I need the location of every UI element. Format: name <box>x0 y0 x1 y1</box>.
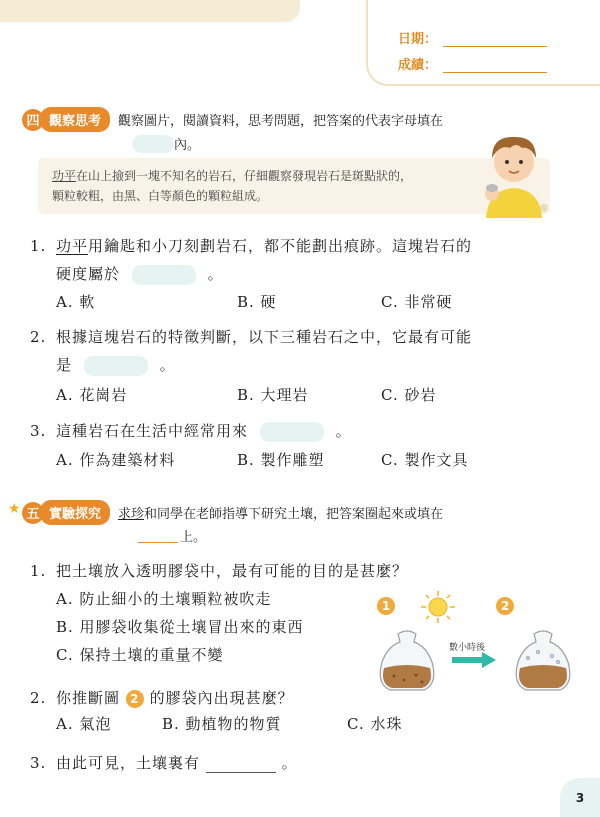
sample-answer-box <box>132 135 174 153</box>
section4-number: 四 <box>22 109 44 131</box>
s4-q1-line1 <box>30 236 472 256</box>
section4-instruction-end: 內。 <box>174 138 201 153</box>
section4-instruction-line2 <box>132 134 200 153</box>
section5-tag: 實驗探究 <box>40 500 110 525</box>
date-line[interactable] <box>443 35 547 47</box>
score-row <box>398 54 547 73</box>
s4-q3-option-b: B. 製作雕塑 <box>237 451 325 469</box>
s5-q1-option-c[interactable]: C. 保持土壤的重量不變 <box>56 646 224 664</box>
s5-q2-line <box>30 688 294 708</box>
sample-answer-line <box>138 529 178 543</box>
info-name: 功平 <box>52 169 77 183</box>
s5-q1-option-b[interactable]: B. 用膠袋收集從土壤冒出來的東西 <box>56 618 304 636</box>
s4-q1-line2 <box>56 264 224 285</box>
s4-q2-answer-box[interactable] <box>84 356 148 376</box>
date-row <box>398 28 547 47</box>
page-number: 3 <box>560 778 600 817</box>
s4-q1-name: 功平 <box>56 237 89 255</box>
s4-q2-text2: 是 <box>56 356 73 374</box>
s4-q2-line2 <box>56 355 176 376</box>
s4-q1-answer-box[interactable] <box>132 265 196 285</box>
s5-q2-number: 2. <box>30 689 47 707</box>
s5-q1-option-a[interactable]: A. 防止細小的土壤顆粒被吹走 <box>56 590 272 608</box>
header-strip <box>0 0 300 22</box>
s4-q3-text: 這種岩石在生活中經常用來 <box>56 422 249 440</box>
s5-q1-line <box>30 561 408 581</box>
s4-q2-text: 根據這塊岩石的特徵判斷，以下三種岩石之中，它最有可能 <box>56 328 473 346</box>
s4-q1-number: 1. <box>30 237 47 255</box>
figure-label-1: 1 <box>377 597 395 615</box>
boy-illustration <box>474 128 554 218</box>
s5-q2-option-c[interactable]: C. 水珠 <box>347 715 403 733</box>
section5-instruction-line2 <box>138 526 206 545</box>
s4-q1-option-b: B. 硬 <box>237 293 277 311</box>
s5-q1-number: 1. <box>30 562 47 580</box>
section5-instruction-text: 和同學在老師指導下研究土壤，把答案圈起來或填在 <box>144 507 444 522</box>
s5-q3-answer-line[interactable] <box>206 757 276 773</box>
s5-q3-line <box>30 753 298 773</box>
s4-q1-option-c: C. 非常硬 <box>381 293 453 311</box>
arrow-right-icon <box>452 652 496 668</box>
s4-q1-period: 。 <box>207 265 224 283</box>
s5-q2-option-b[interactable]: B. 動植物的物質 <box>162 715 282 733</box>
s4-q2-line1 <box>30 327 472 347</box>
arrow-text: 數小時後 <box>449 643 486 653</box>
section4-instruction: 觀察圖片，閱讀資料，思考問題，把答案的代表字母填在 <box>118 114 444 129</box>
s4-q3-answer-box[interactable] <box>260 422 324 442</box>
info-line1 <box>52 166 536 186</box>
s5-q2-text: 你推斷圖 <box>56 689 121 707</box>
s5-q1-text: 把土壤放入透明膠袋中，最有可能的目的是甚麼？ <box>56 562 409 580</box>
s4-q1-option-a: A. 軟 <box>56 293 96 311</box>
s5-q3-number: 3. <box>30 754 47 772</box>
section5-instruction-name: 求珍 <box>118 507 145 522</box>
star-icon: ★ <box>8 501 21 517</box>
s5-q3-period: 。 <box>281 754 298 772</box>
s4-q2-option-b: B. 大理岩 <box>237 386 309 404</box>
s5-q2-text2: 的膠袋內出現甚麼？ <box>149 689 294 707</box>
score-line[interactable] <box>443 61 547 73</box>
info-line1-text: 在山上撿到一塊不知名的岩石，仔細觀察發現岩石是斑點狀的， <box>76 169 413 183</box>
s5-q3-text: 由此可見，土壤裏有 <box>56 754 201 772</box>
s4-q3-option-a: A. 作為建築材料 <box>56 451 176 469</box>
score-label: 成績： <box>398 58 438 73</box>
sun-icon <box>418 590 458 624</box>
section4-tag: 觀察思考 <box>40 107 110 132</box>
section5-instruction <box>118 503 443 522</box>
s4-q2-option-c: C. 砂岩 <box>381 386 437 404</box>
section5-instruction-end: 上。 <box>180 530 207 545</box>
s4-q1-text2: 硬度屬於 <box>56 265 121 283</box>
s4-q3-number: 3. <box>30 422 47 440</box>
date-score-card <box>366 0 600 86</box>
s4-q3-line1 <box>30 421 352 442</box>
section4-heading <box>22 107 443 132</box>
s4-q2-option-a: A. 花崗岩 <box>56 386 128 404</box>
s5-q2-option-a[interactable]: A. 氣泡 <box>56 715 112 733</box>
s4-q1-text: 用鑰匙和小刀刻劃岩石，都不能劃出痕跡。這塊岩石的 <box>88 237 473 255</box>
s4-q3-period: 。 <box>335 422 352 440</box>
s4-q2-period: 。 <box>159 356 176 374</box>
section5-heading <box>22 500 443 525</box>
figure-label-2: 2 <box>496 597 514 615</box>
section5-number: 五 <box>22 502 44 524</box>
soil-bag-1-icon <box>374 628 440 694</box>
s4-q3-option-c: C. 製作文具 <box>381 451 469 469</box>
info-line2: 顆粒較粗，由黑、白等顏色的顆粒組成。 <box>52 189 269 203</box>
soil-bag-2-icon <box>510 628 576 694</box>
s4-q2-number: 2. <box>30 328 47 346</box>
date-label: 日期： <box>398 32 438 47</box>
s5-q2-figure-ref: 2 <box>126 690 144 708</box>
